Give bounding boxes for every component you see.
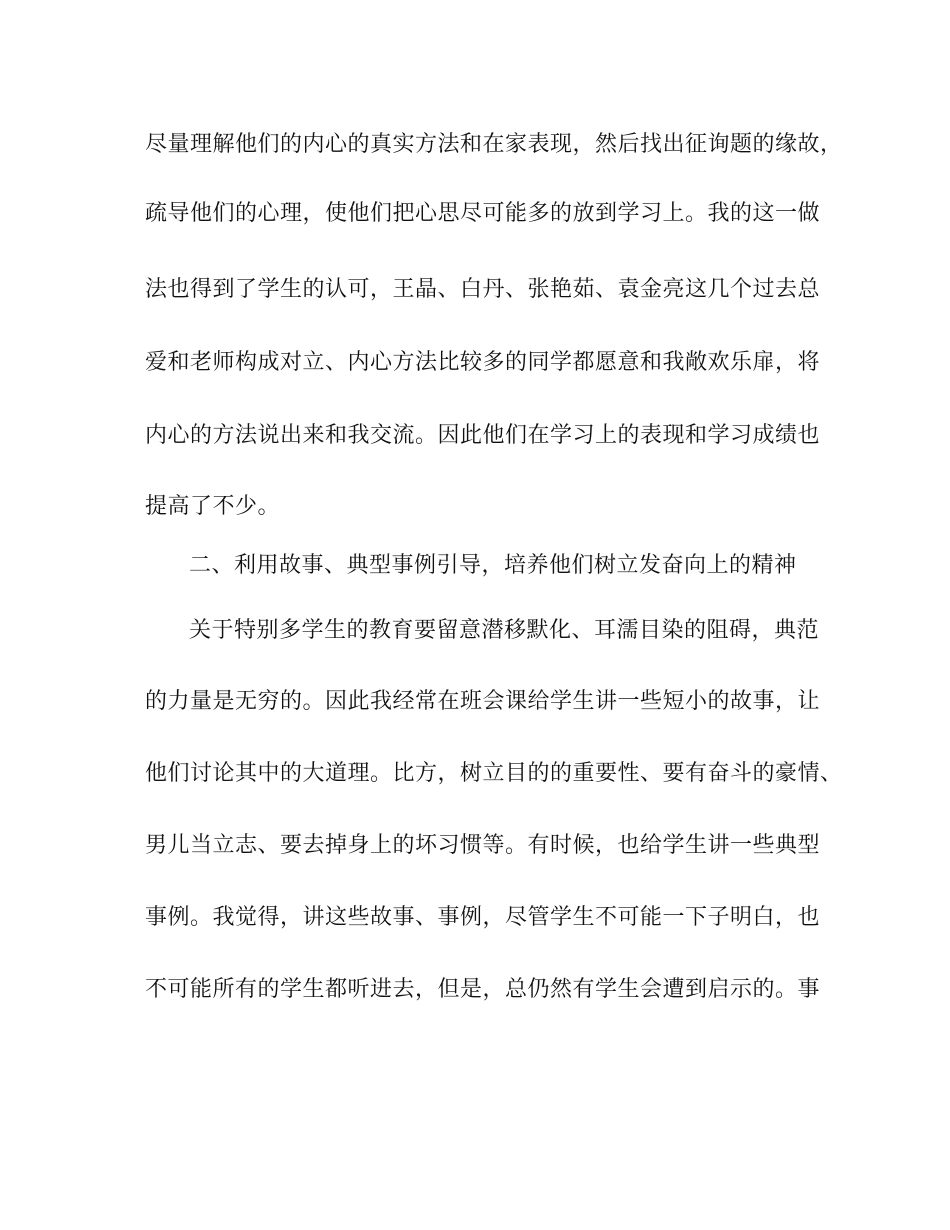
text-line-4: 爱和老师构成对立、内心方法比较多的同学都愿意和我敞欢乐扉，将: [145, 350, 821, 375]
paragraph-first-line: 关于特别多学生的教育要留意潜移默化、耳濡目染的阻碍，典范: [189, 618, 820, 643]
text-line-2: 疏导他们的心理，使他们把心思尽可能多的放到学习上。我的这一做: [145, 201, 821, 226]
text-line-5: 内心的方法说出来和我交流。因此他们在学习上的表现和学习成绩也: [145, 423, 821, 448]
text-line-10: 他们讨论其中的大道理。比方，树立目的的重要性、要有奋斗的豪情、: [145, 761, 843, 786]
text-line-9: 的力量是无穷的。因此我经常在班会课给学生讲一些短小的故事，让: [145, 689, 821, 714]
text-line-11: 男儿当立志、要去掉身上的坏习惯等。有时候，也给学生讲一些典型: [145, 833, 821, 858]
text-line-12: 事例。我觉得，讲这些故事、事例，尽管学生不可能一下子明白，也: [145, 905, 821, 930]
text-line-6: 提高了不少。: [145, 494, 281, 519]
text-line-3: 法也得到了学生的认可，王晶、白丹、张艳茹、袁金亮这几个过去总: [145, 277, 821, 302]
section-heading: 二、利用故事、典型事例引导，培养他们树立发奋向上的精神: [189, 553, 797, 578]
text-line-13: 不可能所有的学生都听进去，但是，总仍然有学生会遭到启示的。事: [145, 977, 821, 1002]
text-line-1: 尽量理解他们的内心的真实方法和在家表现，然后找出征询题的缘故，: [145, 132, 843, 157]
